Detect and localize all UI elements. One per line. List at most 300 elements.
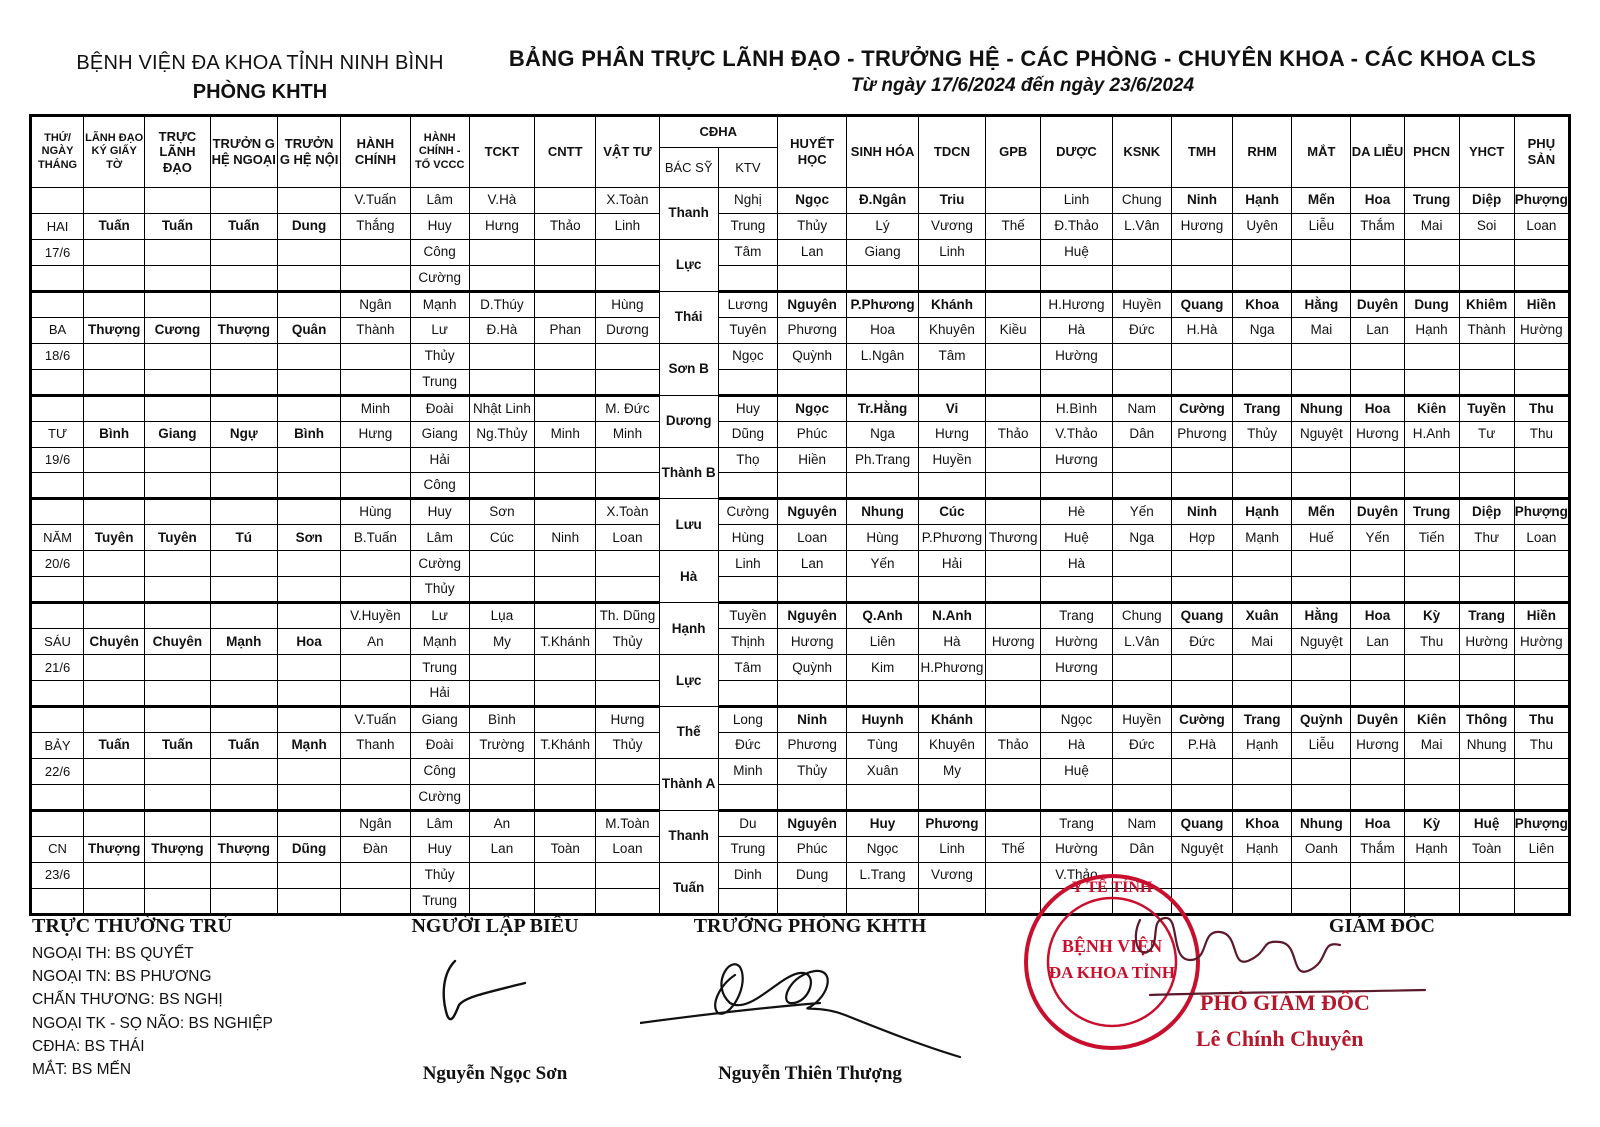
roster-cell xyxy=(1292,447,1351,473)
header-right xyxy=(485,46,1560,97)
roster-cell: Hương xyxy=(986,629,1041,655)
roster-cell: Hường xyxy=(1459,629,1514,655)
roster-cell: Huế xyxy=(1292,525,1351,551)
roster-cell xyxy=(1292,577,1351,603)
roster-cell: Tuấn xyxy=(659,862,718,914)
roster-cell: HAI xyxy=(31,213,84,239)
roster-cell xyxy=(277,188,340,214)
roster-cell xyxy=(210,473,277,499)
roster-cell: V.Huyền xyxy=(341,603,410,629)
roster-cell xyxy=(535,707,596,733)
roster-cell: Chung xyxy=(1112,603,1171,629)
roster-cell xyxy=(1351,784,1404,810)
head-block xyxy=(650,915,970,938)
roster-cell xyxy=(84,681,145,707)
roster-cell xyxy=(277,473,340,499)
roster-cell xyxy=(1112,681,1171,707)
roster-cell: Tuyền xyxy=(1459,395,1514,421)
roster-cell xyxy=(1112,265,1171,291)
roster-cell: Ngân xyxy=(341,291,410,317)
roster-cell xyxy=(1233,784,1292,810)
roster-cell: Loan xyxy=(1514,525,1569,551)
roster-cell xyxy=(847,681,918,707)
roster-cell: Cường xyxy=(1171,395,1232,421)
roster-cell: Thắng xyxy=(341,213,410,239)
roster-cell: Công xyxy=(410,239,469,265)
col-rhm: RHM xyxy=(1233,116,1292,188)
roster-cell xyxy=(535,265,596,291)
roster-cell: Lương xyxy=(718,291,777,317)
resident-line: MẮT: BS MẾN xyxy=(32,1060,132,1078)
roster-cell: Huyền xyxy=(1112,707,1171,733)
roster-cell xyxy=(1351,862,1404,888)
roster-cell xyxy=(1112,655,1171,681)
roster-cell xyxy=(1171,239,1232,265)
roster-cell: Cường xyxy=(410,265,469,291)
roster-cell xyxy=(535,784,596,810)
roster-cell xyxy=(535,888,596,914)
table-row xyxy=(31,239,1570,265)
roster-cell xyxy=(84,291,145,317)
roster-cell xyxy=(1459,447,1514,473)
svg-text:BỆNH VIỆN: BỆNH VIỆN xyxy=(1061,936,1163,956)
roster-cell: Trung xyxy=(410,369,469,395)
roster-cell: Cường xyxy=(1171,707,1232,733)
roster-cell: Tư xyxy=(1459,421,1514,447)
roster-cell xyxy=(596,862,659,888)
roster-cell: Duyên xyxy=(1351,499,1404,525)
roster-cell xyxy=(210,603,277,629)
roster-cell xyxy=(145,681,210,707)
roster-cell xyxy=(986,758,1041,784)
roster-cell xyxy=(31,603,84,629)
roster-cell xyxy=(341,239,410,265)
roster-cell: Thanh xyxy=(659,810,718,862)
roster-cell xyxy=(1233,655,1292,681)
roster-cell: Sơn xyxy=(469,499,534,525)
roster-cell xyxy=(1404,447,1459,473)
roster-cell: Thảo xyxy=(986,421,1041,447)
roster-cell: P.Hà xyxy=(1171,733,1232,759)
table-row xyxy=(31,784,1570,810)
roster-cell xyxy=(1404,343,1459,369)
table-row xyxy=(31,421,1570,447)
roster-cell xyxy=(1514,655,1569,681)
preparer-title: NGƯỜI LẬP BIỂU xyxy=(411,915,579,937)
roster-cell xyxy=(535,577,596,603)
roster-cell xyxy=(84,551,145,577)
roster-cell: Du xyxy=(718,810,777,836)
roster-cell xyxy=(84,473,145,499)
roster-cell xyxy=(918,265,985,291)
roster-cell: Xuân xyxy=(847,758,918,784)
roster-cell xyxy=(1404,681,1459,707)
preparer-name: Nguyễn Ngọc Sơn xyxy=(422,1063,568,1084)
roster-cell xyxy=(986,343,1041,369)
roster-cell: Cường xyxy=(410,784,469,810)
roster-cell: Phương xyxy=(777,733,846,759)
roster-cell xyxy=(535,188,596,214)
roster-cell xyxy=(986,603,1041,629)
roster-cell xyxy=(341,862,410,888)
roster-cell xyxy=(277,784,340,810)
roster-cell xyxy=(469,577,534,603)
roster-cell: Quỳnh xyxy=(1292,707,1351,733)
roster-cell xyxy=(1351,758,1404,784)
roster-cell: Thư xyxy=(1459,525,1514,551)
roster-cell: Hương xyxy=(1171,213,1232,239)
roster-cell: Lưu xyxy=(659,499,718,551)
roster-cell xyxy=(1404,369,1459,395)
roster-cell: Liễu xyxy=(1292,733,1351,759)
roster-cell: T.Khánh xyxy=(535,629,596,655)
roster-cell xyxy=(31,784,84,810)
roster-cell xyxy=(918,888,985,914)
roster-cell xyxy=(469,862,534,888)
roster-cell: Tuyên xyxy=(145,525,210,551)
roster-cell: Đ.Hà xyxy=(469,317,534,343)
roster-cell xyxy=(1459,888,1514,914)
roster-cell xyxy=(277,395,340,421)
roster-cell: Hằng xyxy=(1292,291,1351,317)
roster-cell xyxy=(145,603,210,629)
roster-cell: Minh xyxy=(596,421,659,447)
roster-cell: Long xyxy=(718,707,777,733)
roster-cell xyxy=(1459,343,1514,369)
roster-cell xyxy=(341,447,410,473)
table-row xyxy=(31,862,1570,888)
roster-cell: Xuân xyxy=(1233,603,1292,629)
roster-cell xyxy=(1292,239,1351,265)
col-hanh-chinh: HÀNH CHÍNH xyxy=(341,116,410,188)
roster-cell: Nhật Linh xyxy=(469,395,534,421)
roster-cell: Thủy xyxy=(596,733,659,759)
table-row xyxy=(31,213,1570,239)
roster-cell: Dung xyxy=(277,213,340,239)
roster-cell: Ninh xyxy=(535,525,596,551)
col-tdcn: TDCN xyxy=(918,116,985,188)
roster-cell: Hường xyxy=(1514,629,1569,655)
table-row xyxy=(31,188,1570,214)
roster-cell: Nghị xyxy=(718,188,777,214)
roster-cell: Kỳ xyxy=(1404,810,1459,836)
table-row xyxy=(31,473,1570,499)
roster-cell xyxy=(469,473,534,499)
roster-cell xyxy=(210,499,277,525)
head-signature xyxy=(640,945,970,1065)
roster-cell: Thủy xyxy=(777,213,846,239)
roster-cell: H.Phương xyxy=(918,655,985,681)
roster-cell xyxy=(1041,369,1112,395)
table-row xyxy=(31,836,1570,862)
col-gpb: GPB xyxy=(986,116,1041,188)
document-title: BẢNG PHÂN TRỰC LÃNH ĐẠO - TRƯỞNG HỆ - CÁC PHÒNG - CHUYÊN KHOA - CÁC KHOA CLS xyxy=(508,46,1537,71)
roster-cell: Quang xyxy=(1171,603,1232,629)
roster-cell xyxy=(535,291,596,317)
roster-cell: Nam xyxy=(1112,810,1171,836)
roster-cell xyxy=(145,395,210,421)
roster-cell: Tuyền xyxy=(718,603,777,629)
roster-cell: Nguyệt xyxy=(1292,421,1351,447)
resident-line: NGOẠI TK - SỌ NÃO: BS NGHIỆP xyxy=(32,1014,273,1032)
roster-cell xyxy=(986,810,1041,836)
roster-cell xyxy=(1459,758,1514,784)
roster-cell: Lực xyxy=(659,655,718,707)
roster-cell: Trang xyxy=(1459,603,1514,629)
roster-cell: Thành A xyxy=(659,758,718,810)
table-row xyxy=(31,603,1570,629)
roster-cell xyxy=(777,369,846,395)
roster-cell: Hải xyxy=(918,551,985,577)
roster-cell xyxy=(277,291,340,317)
roster-cell xyxy=(535,810,596,836)
roster-cell: Lụa xyxy=(469,603,534,629)
roster-cell: Khiêm xyxy=(1459,291,1514,317)
roster-cell xyxy=(1171,784,1232,810)
roster-cell: Ngọc xyxy=(847,836,918,862)
roster-cell: Đ.Ngân xyxy=(847,188,918,214)
roster-cell xyxy=(1459,473,1514,499)
roster-cell: Phương xyxy=(777,317,846,343)
roster-cell: Oanh xyxy=(1292,836,1351,862)
roster-cell xyxy=(277,343,340,369)
col-sinh-hoa: SINH HÓA xyxy=(847,116,918,188)
resident-line: NGOẠI TH: BS QUYẾT xyxy=(32,945,194,962)
roster-cell: Thế xyxy=(986,213,1041,239)
roster-cell: Mai xyxy=(1292,317,1351,343)
roster-cell: Thế xyxy=(986,836,1041,862)
roster-cell: Giang xyxy=(145,421,210,447)
roster-cell xyxy=(1041,577,1112,603)
roster-cell: Phượng xyxy=(1514,810,1569,836)
roster-cell xyxy=(31,888,84,914)
col-phcn: PHCN xyxy=(1404,116,1459,188)
roster-cell xyxy=(1514,758,1569,784)
roster-cell xyxy=(1171,265,1232,291)
roster-cell: Liên xyxy=(847,629,918,655)
roster-cell: Lâm xyxy=(410,810,469,836)
roster-cell xyxy=(469,681,534,707)
roster-cell: 18/6 xyxy=(31,343,84,369)
roster-cell: Kiều xyxy=(986,317,1041,343)
roster-cell: Đức xyxy=(1112,317,1171,343)
roster-cell xyxy=(777,888,846,914)
col-truc-lanh-dao: TRỰC LÃNH ĐẠO xyxy=(145,116,210,188)
roster-cell xyxy=(210,681,277,707)
roster-cell xyxy=(986,551,1041,577)
roster-cell xyxy=(777,784,846,810)
roster-cell: Thu xyxy=(1514,733,1569,759)
roster-cell xyxy=(986,499,1041,525)
roster-cell: Huyền xyxy=(1112,291,1171,317)
roster-cell: Khoa xyxy=(1233,810,1292,836)
roster-cell: B.Tuấn xyxy=(341,525,410,551)
roster-cell xyxy=(341,758,410,784)
roster-cell xyxy=(341,655,410,681)
roster-cell: P.Phương xyxy=(847,291,918,317)
svg-text:ĐA KHOA TỈNH: ĐA KHOA TỈNH xyxy=(1048,963,1176,982)
roster-cell xyxy=(535,473,596,499)
roster-cell: Hải xyxy=(410,681,469,707)
roster-cell: Uyên xyxy=(1233,213,1292,239)
roster-cell xyxy=(1112,239,1171,265)
roster-cell: Mạnh xyxy=(277,733,340,759)
roster-cell: Duyên xyxy=(1351,707,1404,733)
roster-cell xyxy=(1351,343,1404,369)
roster-cell xyxy=(1459,681,1514,707)
roster-cell xyxy=(1351,239,1404,265)
roster-cell xyxy=(277,551,340,577)
roster-cell xyxy=(210,265,277,291)
roster-cell: Diệp xyxy=(1459,499,1514,525)
roster-cell: Thượng xyxy=(84,836,145,862)
roster-cell: Dinh xyxy=(718,862,777,888)
roster-cell xyxy=(596,655,659,681)
roster-cell xyxy=(1292,265,1351,291)
roster-cell xyxy=(145,784,210,810)
roster-cell xyxy=(1233,681,1292,707)
roster-cell xyxy=(341,784,410,810)
roster-cell: Quân xyxy=(277,317,340,343)
col-vat-tu: VẬT TƯ xyxy=(596,116,659,188)
roster-cell xyxy=(535,395,596,421)
roster-cell xyxy=(1233,265,1292,291)
roster-cell xyxy=(1041,681,1112,707)
roster-cell: 17/6 xyxy=(31,239,84,265)
roster-cell: Vi xyxy=(918,395,985,421)
roster-cell: Giang xyxy=(410,707,469,733)
roster-cell xyxy=(210,447,277,473)
roster-cell: Thông xyxy=(1459,707,1514,733)
roster-cell xyxy=(535,603,596,629)
roster-cell xyxy=(277,862,340,888)
col-truong-he-ngoai: TRƯỞN G HỆ NGOẠI xyxy=(210,116,277,188)
roster-cell xyxy=(1233,758,1292,784)
roster-cell xyxy=(31,473,84,499)
roster-cell: M. Đức xyxy=(596,395,659,421)
roster-cell: X.Toàn xyxy=(596,188,659,214)
roster-cell xyxy=(145,810,210,836)
roster-cell xyxy=(1514,239,1569,265)
roster-cell xyxy=(847,577,918,603)
roster-cell: Minh xyxy=(341,395,410,421)
roster-cell: Cúc xyxy=(918,499,985,525)
roster-cell: Hương xyxy=(1351,733,1404,759)
roster-cell: Thắm xyxy=(1351,213,1404,239)
roster-cell xyxy=(1292,758,1351,784)
roster-cell: Cương xyxy=(145,317,210,343)
director-name: Lê Chính Chuyên xyxy=(1196,1026,1364,1051)
roster-cell: Trường xyxy=(469,733,534,759)
col-truong-he-noi: TRƯỞN G HỆ NỘI xyxy=(277,116,340,188)
roster-cell: P.Phương xyxy=(918,525,985,551)
roster-cell xyxy=(986,577,1041,603)
roster-cell: Triu xyxy=(918,188,985,214)
roster-cell: Đ.Thảo xyxy=(1041,213,1112,239)
roster-cell xyxy=(1514,784,1569,810)
roster-cell xyxy=(210,758,277,784)
roster-cell xyxy=(1112,784,1171,810)
roster-cell xyxy=(210,888,277,914)
roster-cell: Loan xyxy=(777,525,846,551)
roster-cell: Hạnh xyxy=(659,603,718,655)
roster-cell: L.Vân xyxy=(1112,213,1171,239)
roster-cell: Yến xyxy=(847,551,918,577)
roster-cell xyxy=(1112,369,1171,395)
roster-cell xyxy=(596,239,659,265)
roster-cell xyxy=(277,681,340,707)
roster-cell: Toàn xyxy=(535,836,596,862)
roster-cell xyxy=(277,499,340,525)
roster-cell: Hưng xyxy=(469,213,534,239)
roster-cell xyxy=(210,810,277,836)
roster-cell xyxy=(1292,681,1351,707)
roster-cell xyxy=(535,343,596,369)
roster-cell xyxy=(1514,265,1569,291)
roster-cell: Hoa xyxy=(277,629,340,655)
roster-cell xyxy=(277,707,340,733)
roster-cell xyxy=(1459,239,1514,265)
head-name-wrap xyxy=(650,1063,970,1085)
roster-cell xyxy=(469,888,534,914)
roster-cell xyxy=(31,499,84,525)
roster-cell: Kiên xyxy=(1404,707,1459,733)
roster-cell xyxy=(84,707,145,733)
roster-cell xyxy=(1171,369,1232,395)
roster-cell xyxy=(1404,758,1459,784)
roster-cell: Thủy xyxy=(410,862,469,888)
roster-cell: Lư xyxy=(410,603,469,629)
roster-cell: Cường xyxy=(718,499,777,525)
roster-cell xyxy=(596,551,659,577)
roster-cell xyxy=(84,369,145,395)
roster-cell xyxy=(596,447,659,473)
roster-cell xyxy=(1514,473,1569,499)
roster-cell xyxy=(341,343,410,369)
roster-cell: Huy xyxy=(847,810,918,836)
roster-cell: Cúc xyxy=(469,525,534,551)
roster-cell xyxy=(596,343,659,369)
roster-cell: An xyxy=(469,810,534,836)
roster-cell: Ninh xyxy=(1171,188,1232,214)
roster-cell xyxy=(84,343,145,369)
roster-cell: Quang xyxy=(1171,810,1232,836)
roster-cell xyxy=(1292,369,1351,395)
roster-cell xyxy=(1404,551,1459,577)
roster-cell: Quỳnh xyxy=(777,343,846,369)
roster-cell xyxy=(469,551,534,577)
roster-cell xyxy=(986,707,1041,733)
roster-cell xyxy=(1514,888,1569,914)
roster-cell xyxy=(84,499,145,525)
roster-cell xyxy=(1171,681,1232,707)
roster-cell xyxy=(1404,862,1459,888)
roster-cell xyxy=(1112,551,1171,577)
roster-cell: 22/6 xyxy=(31,758,84,784)
roster-cell: Nguyên xyxy=(777,499,846,525)
roster-cell xyxy=(84,758,145,784)
roster-cell xyxy=(986,395,1041,421)
roster-cell: NĂM xyxy=(31,525,84,551)
roster-cell xyxy=(1514,577,1569,603)
roster-cell: Tùng xyxy=(847,733,918,759)
table-row xyxy=(31,447,1570,473)
roster-cell xyxy=(986,188,1041,214)
roster-cell xyxy=(210,655,277,681)
roster-cell: H.Anh xyxy=(1404,421,1459,447)
roster-cell: Lâm xyxy=(410,525,469,551)
roster-cell xyxy=(84,239,145,265)
